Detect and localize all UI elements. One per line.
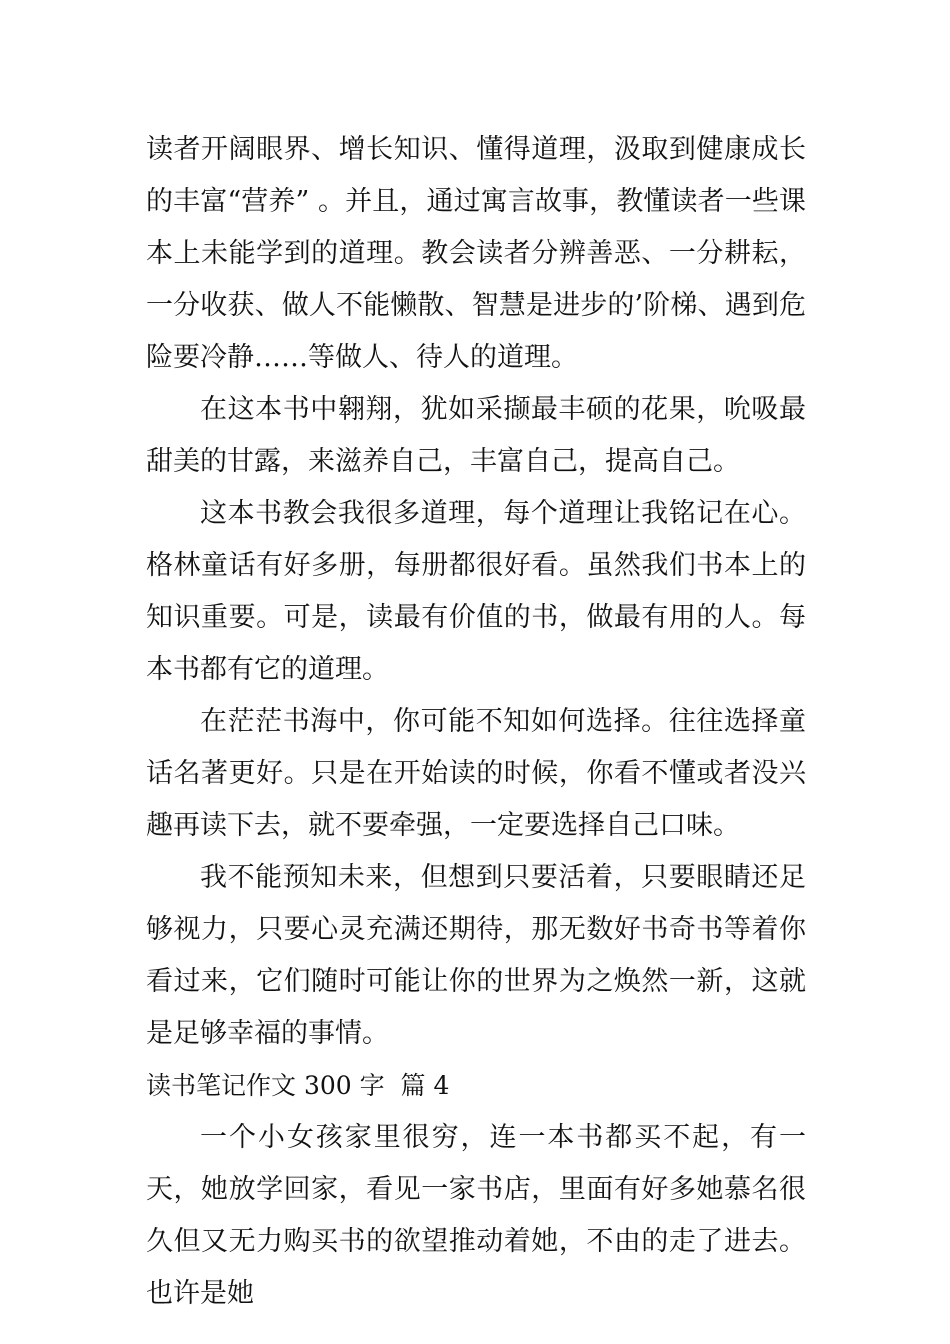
section-heading: 读书笔记作文 300 字 篇 4 [146, 1071, 450, 1100]
paragraph-continued: 读者开阔眼界、增长知识、懂得道理，汲取到健康成长的丰富“营养” 。并且，通过寓言故事，教懂读者一些课本上未能学到的道理。教会读者分辨善恶、一分耕耘，一分收获、做人不能懒散、智慧是进步的’阶梯、遇到危险要冷静……等做人、待人的道理。 [146, 134, 806, 373]
paragraph: 在茫茫书海中，你可能不知如何选择。往往选择童话名著更好。只是在开始读的时候，你看不懂或者没兴趣再读下去，就不要牵强，一定要选择自己口味。 [146, 706, 806, 841]
paragraph: 在这本书中翱翔，犹如采撷最丰硕的花果，吮吸最甜美的甘露，来滋养自己，丰富自己，提高自己。 [146, 394, 806, 477]
paragraph: 一个小女孩家里很穷，连一本书都买不起，有一天，她放学回家，看见一家书店，里面有好多她慕名很久但又无力购买书的欲望推动着她，不由的走了进去。也许是她 [146, 1122, 806, 1309]
paragraph: 我不能预知未来，但想到只要活着，只要眼睛还足够视力，只要心灵充满还期待，那无数好书奇书等着你看过来，它们随时可能让你的世界为之焕然一新，这就是足够幸福的事情。 [146, 862, 806, 1049]
document-body [146, 124, 806, 1320]
paragraph: 这本书教会我很多道理，每个道理让我铭记在心。格林童话有好多册，每册都很好看。虽然我们书本上的知识重要。可是，读最有价值的书，做最有用的人。每本书都有它的道理。 [146, 498, 806, 685]
